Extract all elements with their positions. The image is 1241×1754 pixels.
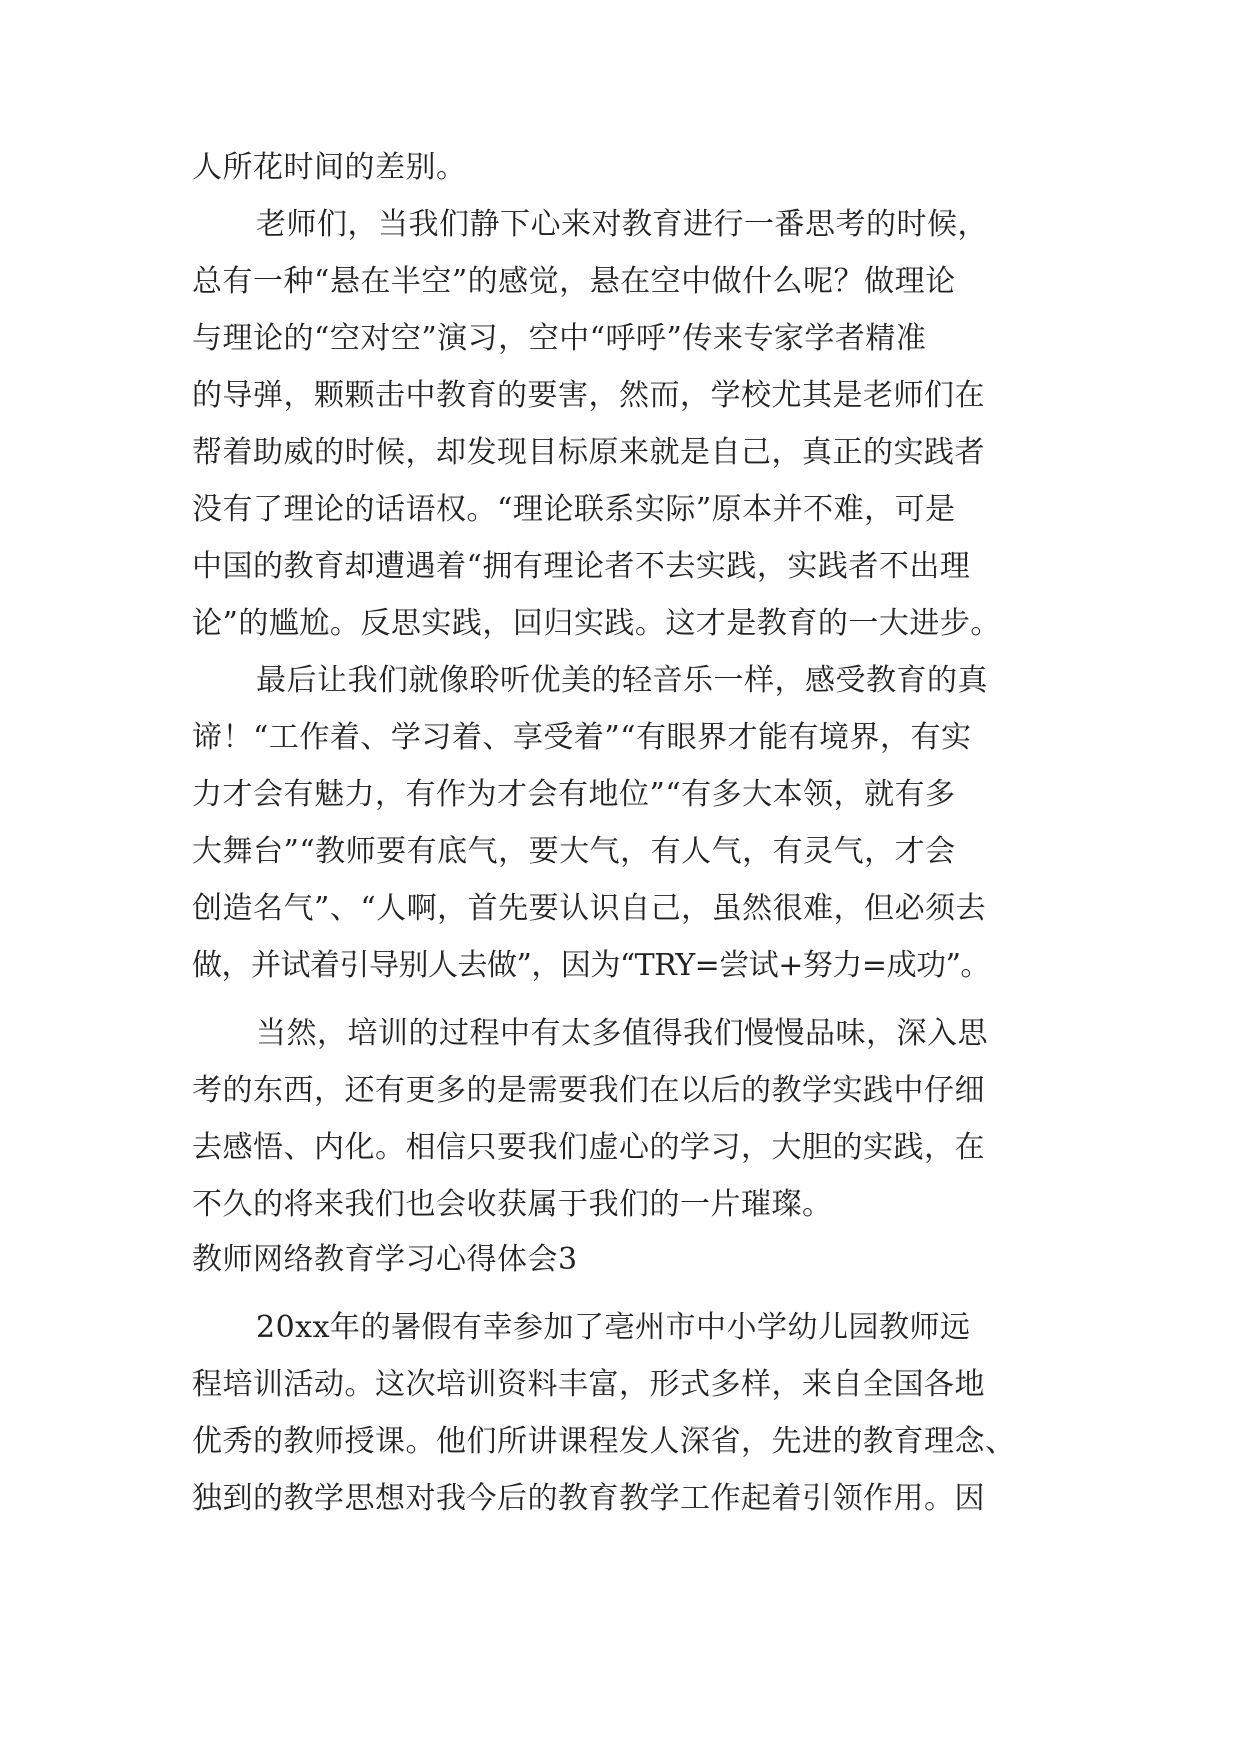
text-line: 去感悟、内化。相信只要我们虚心的学习，大胆的实践，在 [192,1130,985,1165]
text-line: 与理论的“空对空”演习，空中“呼呼”传来专家学者精准 [192,321,927,356]
paragraph-first-line: 当然，培训的过程中有太多值得我们慢慢品味，深入思 [256,1016,988,1051]
text-line: 的导弹，颗颗击中教育的要害，然而，学校尤其是老师们在 [192,378,985,413]
text-line: 人所花时间的差别。 [192,150,467,185]
text-line: 考的东西，还有更多的是需要我们在以后的教学实践中仔细 [192,1073,985,1108]
text-line: 力才会有魅力，有作为才会有地位”“有多大本领，就有多 [192,777,956,812]
paragraph-first-line: 20xx年的暑假有幸参加了亳州市中小学幼儿园教师远 [256,1310,971,1345]
text-line: 不久的将来我们也会收获属于我们的一片璀璨。 [192,1187,833,1222]
paragraph-first-line: 最后让我们就像聆听优美的轻音乐一样，感受教育的真 [256,663,988,698]
text-line: 总有一种“悬在半空”的感觉，悬在空中做什么呢？做理论 [192,264,956,299]
text-line: 中国的教育却遭遇着“拥有理论者不去实践，实践者不出理 [192,549,971,584]
text-line: 独到的教学思想对我今后的教育教学工作起着引领作用。因 [192,1481,985,1516]
text-line: 没有了理论的话语权。“理论联系实际”原本并不难，可是 [192,492,956,527]
text-line: 创造名气”、“人啊，首先要认识自己，虽然很难，但必须去 [192,891,987,926]
text-line: 优秀的教师授课。他们所讲课程发人深省，先进的教育理念、 [192,1424,1016,1459]
text-line: 帮着助威的时候，却发现目标原来就是自己，真正的实践者 [192,435,985,470]
paragraph-first-line: 老师们，当我们静下心来对教育进行一番思考的时候， [256,207,988,242]
text-line: 谛！“工作着、学习着、享受着”“有眼界才能有境界，有实 [192,720,972,755]
section-heading: 教师网络教育学习心得体会3 [192,1242,578,1277]
text-line: 大舞台”“教师要有底气，要大气，有人气，有灵气，才会 [192,834,956,869]
text-line: 论”的尴尬。反思实践，回归实践。这才是教育的一大进步。 [192,606,1001,641]
text-line: 程培训活动。这次培训资料丰富，形式多样，来自全国各地 [192,1367,985,1402]
text-line: 做，并试着引导别人去做”，因为“TRY=尝试+努力=成功”。 [192,948,990,983]
